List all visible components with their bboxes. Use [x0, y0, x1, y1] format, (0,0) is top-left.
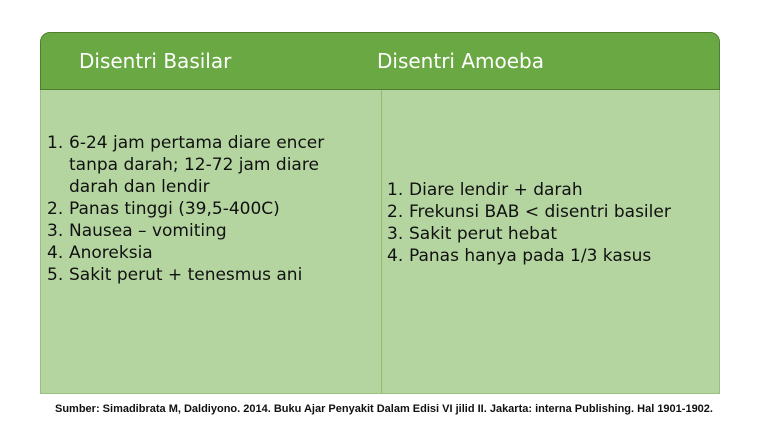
amoeba-list — [387, 179, 713, 267]
list-item — [47, 220, 373, 242]
list-number: 1. — [387, 180, 404, 200]
table-header — [40, 32, 720, 90]
source-caption: Sumber: Simadibrata M, Daldiyono. 2014. Buku Ajar Penyakit Dalam Edisi VI jilid II. Jakarta: interna Publishing. Hal 1901-1902. — [55, 403, 713, 415]
list-number: 3. — [387, 224, 404, 244]
list-item — [47, 198, 373, 220]
list-text: Nausea – vomiting — [69, 221, 227, 241]
comparison-table — [40, 32, 720, 394]
list-number: 1. — [47, 133, 64, 153]
list-text: Frekunsi BAB < disentri basiler — [409, 202, 671, 222]
list-item — [387, 245, 713, 267]
basilar-column — [47, 132, 373, 286]
column-divider — [381, 90, 382, 393]
list-text: Sakit perut hebat — [409, 224, 558, 244]
list-item — [387, 179, 713, 201]
list-number: 3. — [47, 221, 64, 241]
list-text: 6-24 jam pertama diare encer tanpa darah; 12-72 jam diare darah dan lendir — [69, 133, 325, 197]
list-item — [47, 264, 373, 286]
list-text: Sakit perut + tenesmus ani — [69, 265, 303, 285]
table-body — [40, 90, 720, 394]
list-text: Panas hanya pada 1/3 kasus — [409, 246, 652, 266]
list-item — [47, 242, 373, 264]
basilar-list — [47, 132, 373, 286]
list-text: Anoreksia — [69, 243, 153, 263]
amoeba-column — [387, 179, 713, 267]
header-disentri-amoeba: Disentri Amoeba — [377, 49, 544, 73]
list-text: Panas tinggi (39,5-400C) — [69, 199, 280, 219]
list-number: 2. — [387, 202, 404, 222]
list-item — [387, 201, 713, 223]
list-number: 5. — [47, 265, 64, 285]
list-number: 4. — [47, 243, 64, 263]
header-disentri-basilar: Disentri Basilar — [79, 49, 232, 73]
list-number: 4. — [387, 246, 404, 266]
list-number: 2. — [47, 199, 64, 219]
list-text: Diare lendir + darah — [409, 180, 583, 200]
list-item — [387, 223, 713, 245]
list-item — [47, 132, 373, 198]
